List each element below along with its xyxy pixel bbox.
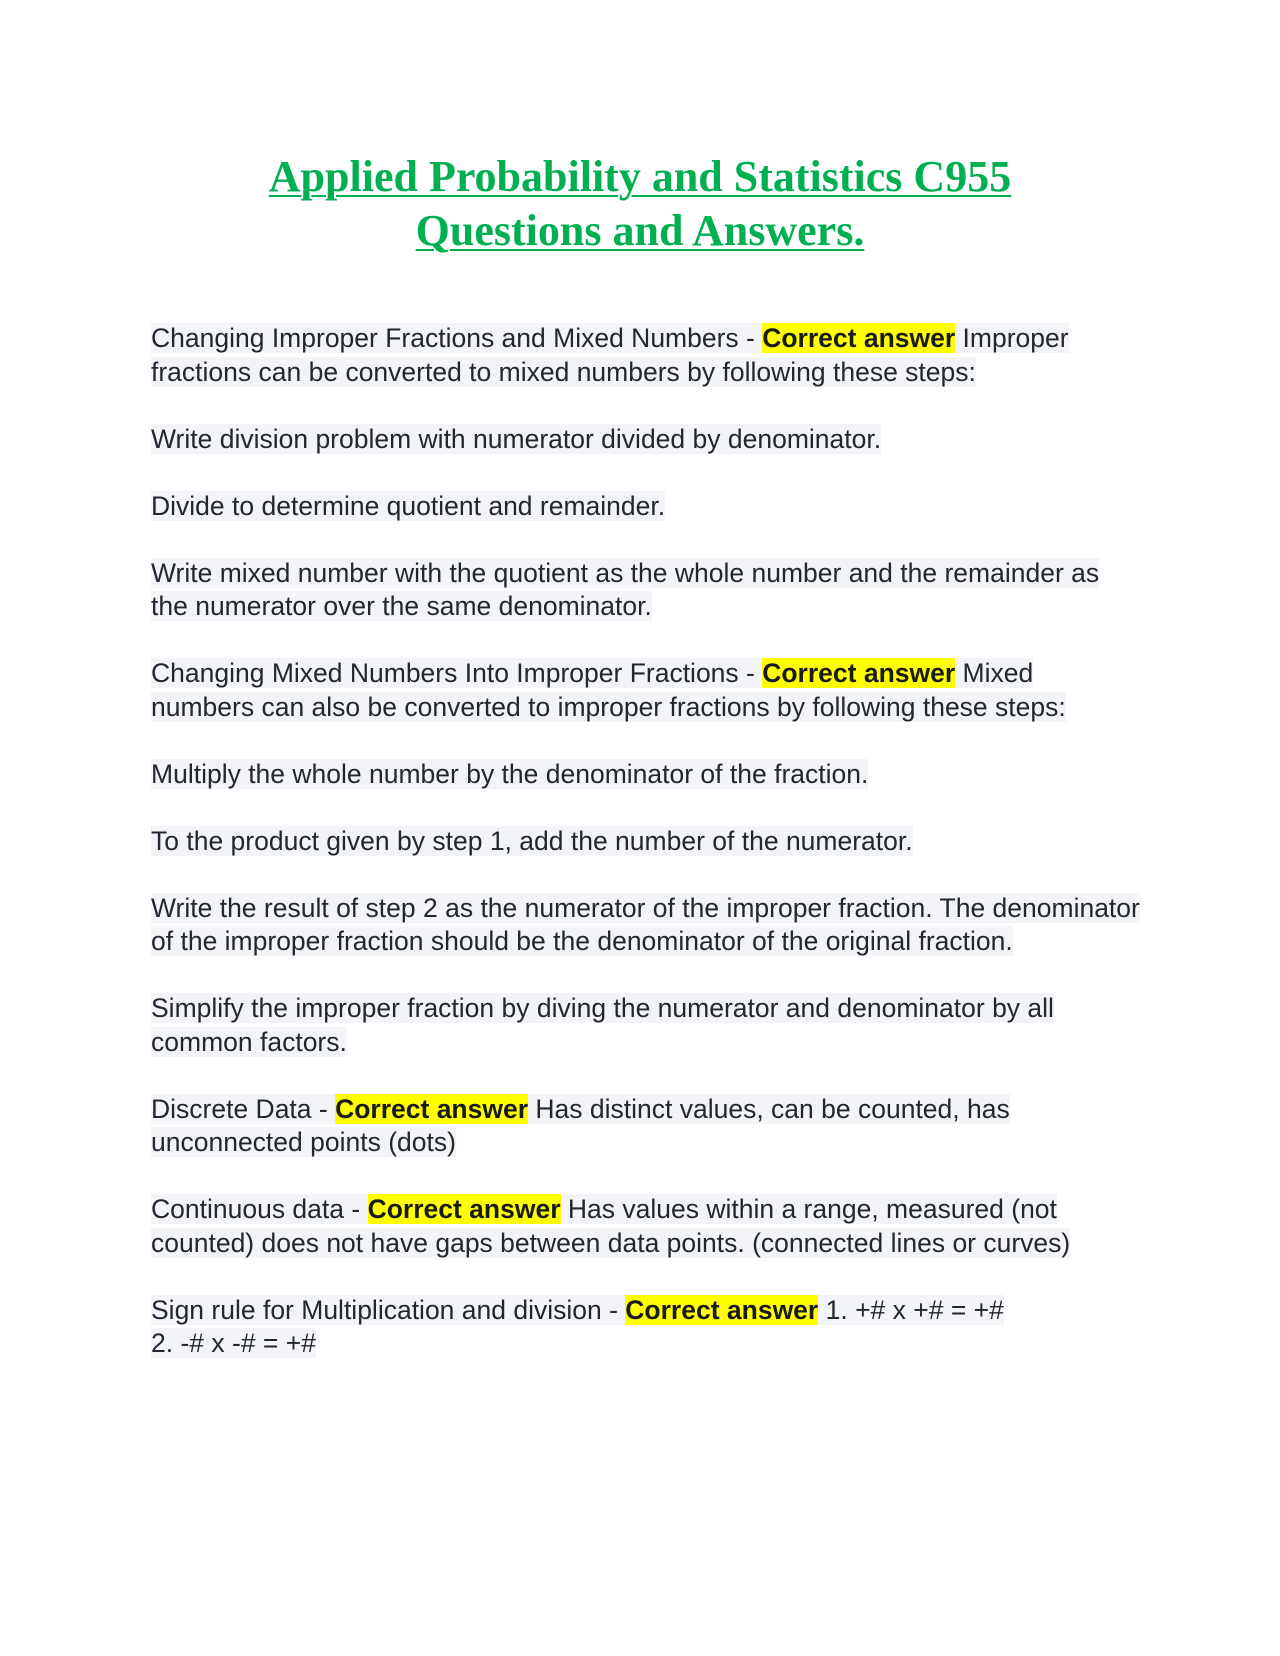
qa-paragraph — [151, 1294, 1141, 1361]
answer-text: 1. +# x +# = +# — [818, 1294, 1004, 1325]
step-text: Write the result of step 2 as the numerator of the improper fraction. The denominator of the improper fraction should be the denominator of the original fraction. — [151, 892, 1140, 956]
qa-paragraph — [151, 657, 1141, 724]
question-text: Changing Improper Fractions and Mixed Numbers - — [151, 323, 763, 353]
step-text: Write mixed number with the quotient as the whole number and the remainder as the numerator over the same denominator. — [151, 557, 1100, 621]
step-text: To the product given by step 1, add the number of the numerator. — [151, 825, 913, 856]
qa-paragraph — [151, 322, 1141, 389]
step-text: Simplify the improper fraction by diving the numerator and denominator by all common factors. — [151, 993, 1054, 1057]
step-paragraph — [151, 825, 1141, 859]
answer-label: Correct answer — [367, 1194, 561, 1224]
step-paragraph — [151, 490, 1141, 524]
title-line-2: Questions and Answers. — [415, 206, 865, 255]
step-paragraph — [151, 758, 1141, 792]
answer-label: Correct answer — [762, 658, 956, 688]
question-text: Changing Mixed Numbers Into Improper Fractions - — [151, 658, 763, 688]
title-line-1: Applied Probability and Statistics C955 — [268, 152, 1012, 201]
answer-label: Correct answer — [335, 1093, 529, 1124]
answer-text-line-2: 2. -# x -# = +# — [151, 1328, 316, 1358]
document-title — [150, 150, 1130, 258]
step-paragraph — [151, 423, 1141, 457]
step-paragraph — [151, 892, 1141, 959]
question-text: Discrete Data - — [151, 1093, 336, 1124]
answer-label: Correct answer — [625, 1294, 819, 1325]
answer-text: Improper fractions can be converted to mixed numbers by following these steps: — [151, 323, 1069, 387]
step-text: Multiply the whole number by the denominator of the fraction. — [151, 758, 869, 789]
question-text: Continuous data - — [151, 1194, 368, 1224]
answer-label: Correct answer — [762, 323, 956, 353]
step-paragraph — [151, 557, 1141, 624]
answer-text: Has distinct values, can be counted, has unconnected points (dots) — [151, 1093, 1010, 1157]
question-text: Sign rule for Multiplication and division - — [151, 1294, 626, 1325]
qa-paragraph — [151, 1093, 1141, 1160]
answer-text: Has values within a range, measured (not counted) does not have gaps between data points. (connected lines or curves) — [151, 1194, 1071, 1258]
document-body — [151, 322, 1141, 1361]
step-text: Write division problem with numerator divided by denominator. — [151, 423, 882, 454]
qa-paragraph — [151, 1193, 1141, 1260]
answer-text: Mixed numbers can also be converted to improper fractions by following these steps: — [151, 658, 1066, 722]
step-paragraph — [151, 992, 1141, 1059]
step-text: Divide to determine quotient and remainder. — [151, 490, 666, 521]
